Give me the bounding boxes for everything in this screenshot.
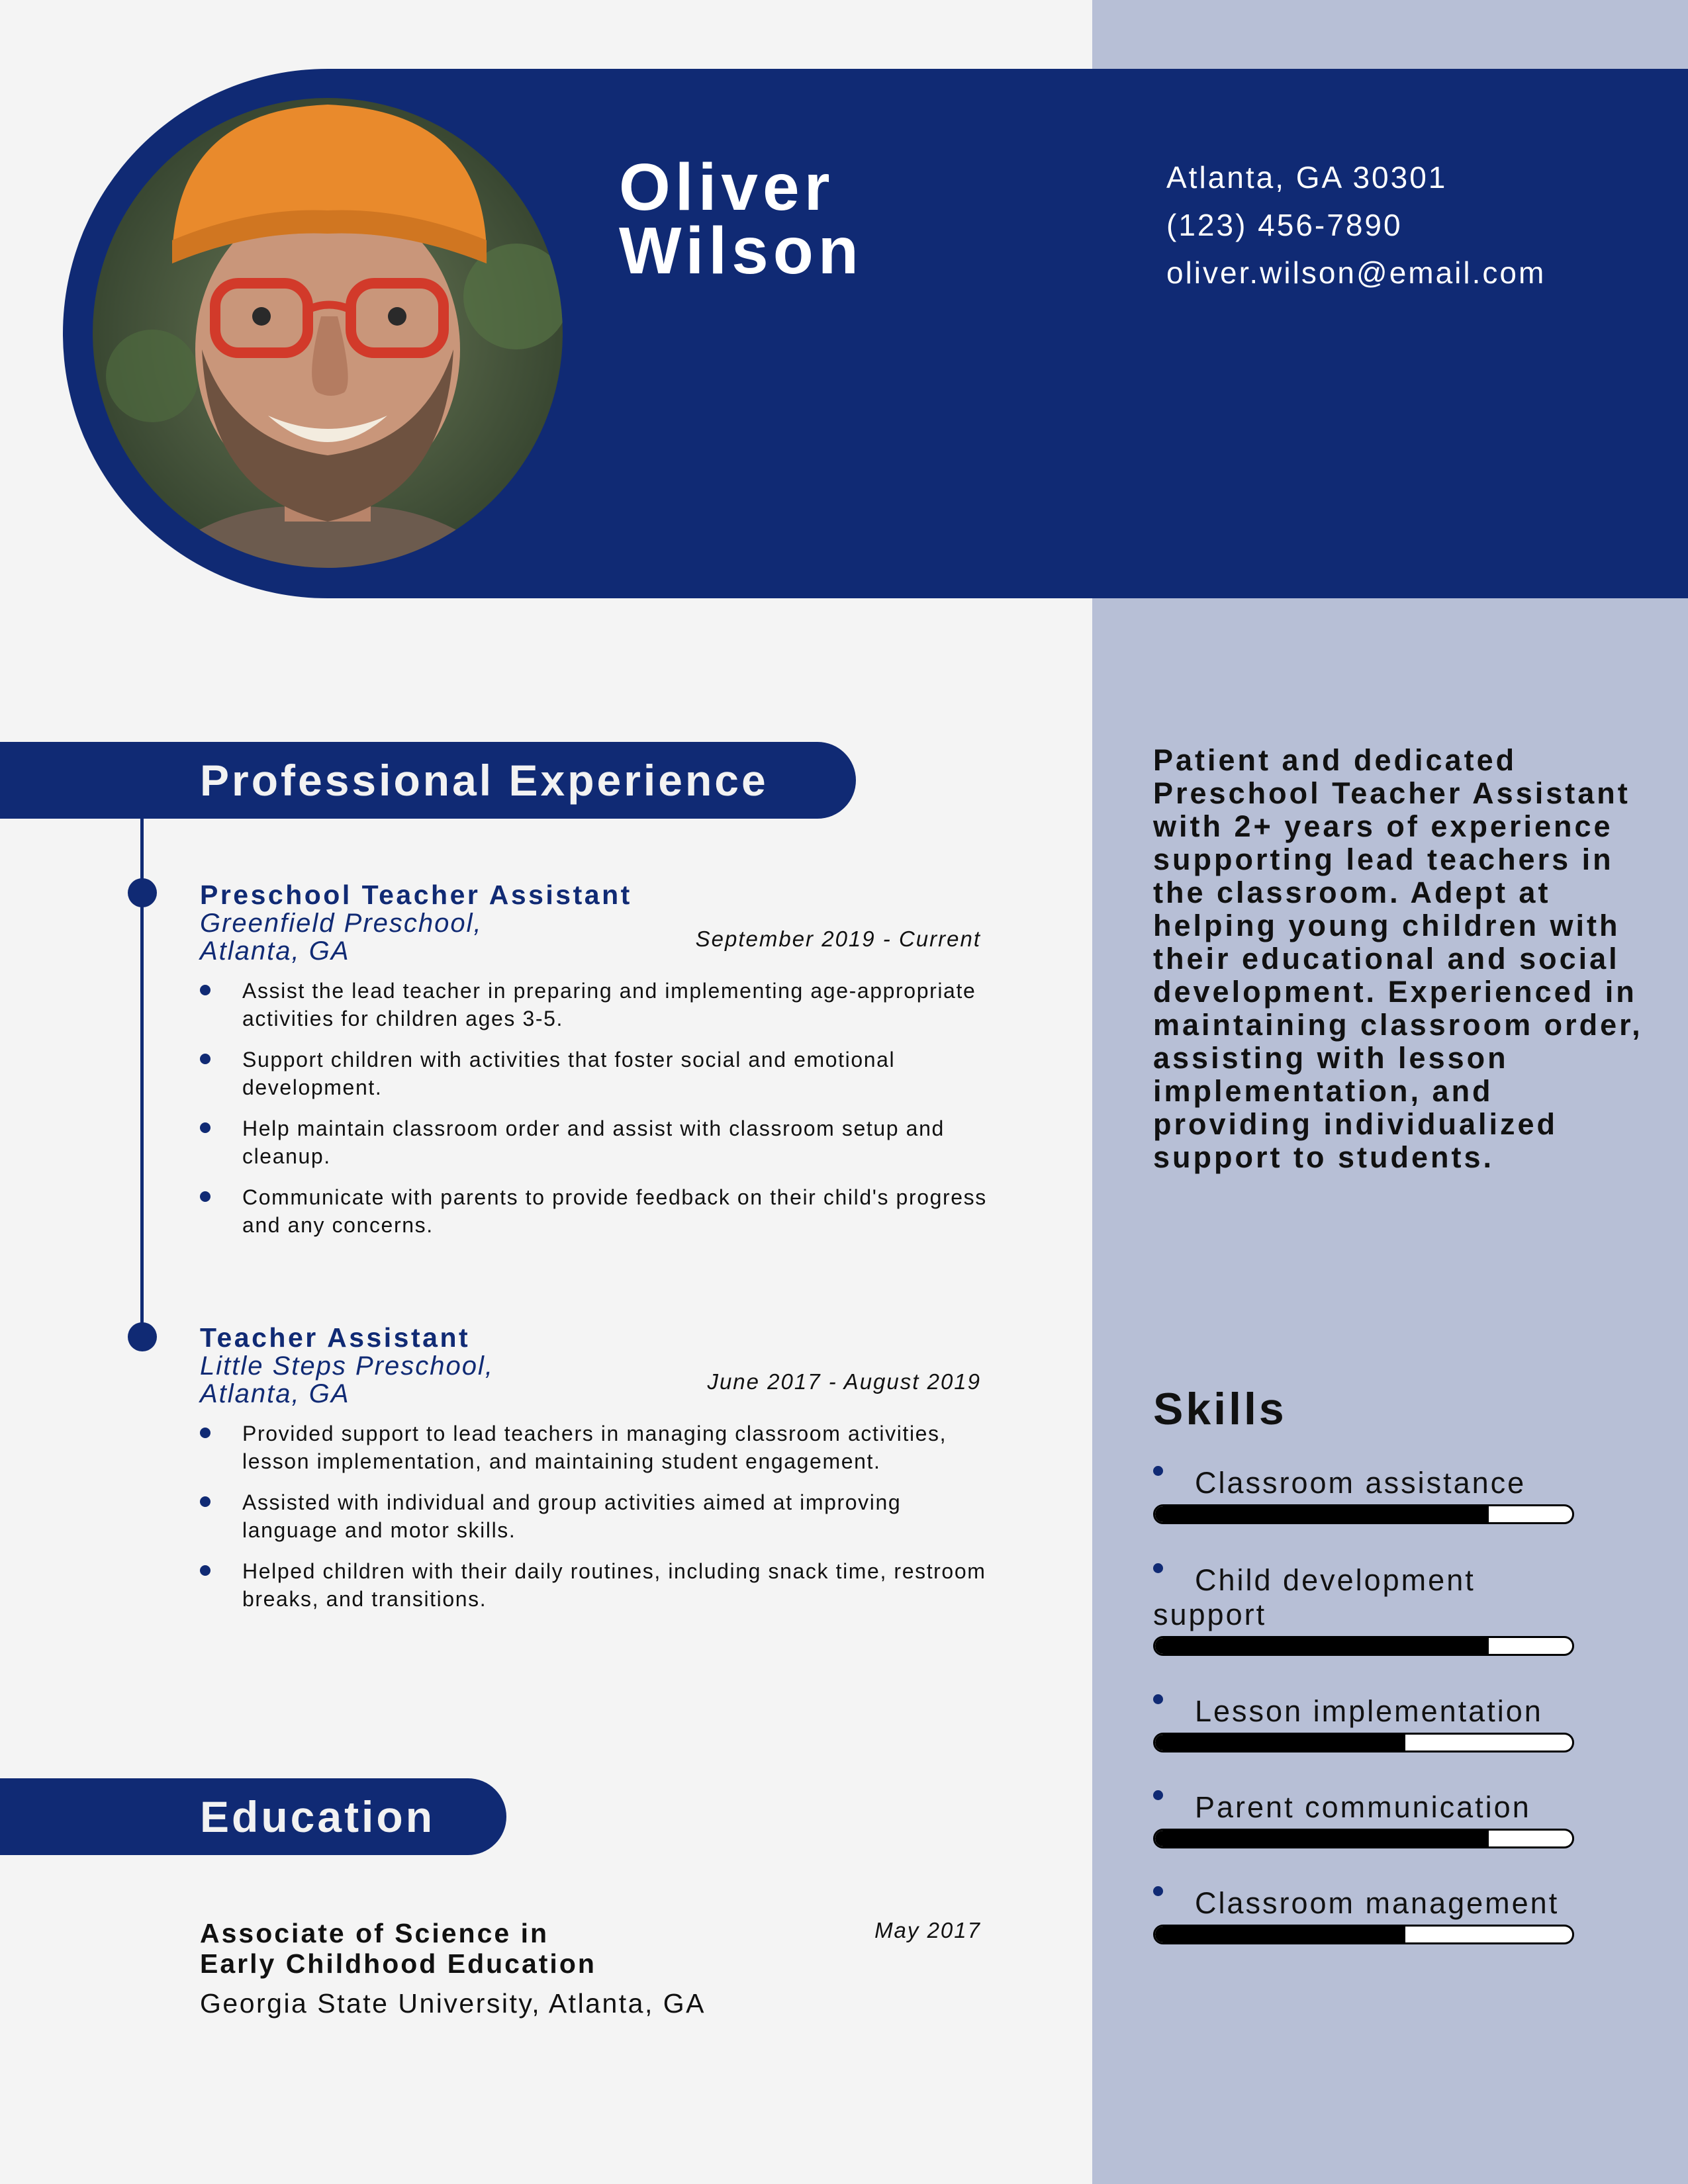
job-bullets: [200, 977, 987, 1239]
bullet-icon: [1153, 1886, 1163, 1896]
education-heading: Education: [200, 1792, 436, 1841]
list-item: Helped children with their daily routines, including snack time, restroom breaks, and transitions.: [200, 1557, 1004, 1613]
bullet-icon: [1153, 1694, 1163, 1704]
school-name: Georgia State University, Atlanta, GA: [200, 1988, 706, 2019]
last-name: Wilson: [619, 214, 863, 288]
skill-label: Parent communication: [1195, 1790, 1531, 1824]
skills-heading: Skills: [1153, 1384, 1287, 1434]
job-company: Greenfield Preschool,: [200, 909, 483, 938]
skill-level-fill: [1155, 1831, 1489, 1846]
job-location: Atlanta, GA: [200, 1379, 350, 1408]
skill-item: [1153, 1466, 1574, 1524]
degree-title: Associate of Science in Early Childhood Education: [200, 1918, 596, 1979]
first-name: Oliver: [619, 150, 835, 224]
skill-item: [1153, 1694, 1574, 1752]
job-entry: [200, 880, 987, 1252]
skill-level-fill: [1155, 1506, 1489, 1522]
education-heading-tab: [0, 1778, 506, 1855]
timeline-dot: [128, 1322, 157, 1351]
skill-item: [1153, 1563, 1574, 1656]
skill-level-bar: [1153, 1636, 1574, 1656]
skill-label: Lesson implementation: [1195, 1694, 1543, 1728]
skill-level-fill: [1155, 1735, 1405, 1751]
job-bullets: [200, 1420, 986, 1613]
experience-heading: Professional Experience: [200, 756, 769, 805]
education-entry: [200, 1918, 981, 2019]
job-dates: September 2019 - Current: [695, 927, 981, 951]
job-entry: [200, 1322, 986, 1626]
job-location: Atlanta, GA: [200, 936, 350, 966]
job-company: Little Steps Preschool,: [200, 1351, 494, 1381]
skill-item: [1153, 1790, 1574, 1848]
bullet-icon: [200, 985, 211, 995]
professional-summary: Patient and dedicated Preschool Teacher Assistant with 2+ years of experience supporting lead teachers in the classroom. Adept at helping young children with their educational and social development. Experienced in maintaining classroom order, assisting with lesson implementation, and providing individualized support to students.: [1153, 743, 1643, 1174]
skill-level-bar: [1153, 1733, 1574, 1752]
skill-level-fill: [1155, 1638, 1489, 1654]
skill-level-bar: [1153, 1504, 1574, 1524]
bullet-icon: [200, 1496, 211, 1507]
candidate-name: [619, 150, 1082, 288]
bullet-icon: [200, 1054, 211, 1064]
list-item: Provided support to lead teachers in managing classroom activities, lesson implementation, and maintaining student engagement.: [200, 1420, 1004, 1475]
timeline-dot: [128, 878, 157, 907]
skill-label: Classroom management: [1195, 1886, 1560, 1920]
job-dates: June 2017 - August 2019: [707, 1369, 981, 1394]
bullet-icon: [200, 1428, 211, 1438]
skill-level-bar: [1153, 1829, 1574, 1848]
profile-photo: [93, 98, 563, 568]
location-text: Atlanta, GA 30301: [1166, 160, 1448, 195]
contact-info: [1166, 154, 1669, 296]
skill-level-bar: [1153, 1925, 1574, 1944]
skill-level-fill: [1155, 1927, 1405, 1942]
phone-text: (123) 456-7890: [1166, 208, 1403, 242]
skill-label: Child development support: [1153, 1563, 1476, 1631]
bullet-icon: [1153, 1790, 1163, 1800]
bullet-icon: [1153, 1563, 1163, 1573]
list-item: Communicate with parents to provide feedback on their child's progress and any concerns.: [200, 1183, 1004, 1239]
list-item: Help maintain classroom order and assist with classroom setup and cleanup.: [200, 1115, 1004, 1170]
list-item: Assisted with individual and group activities aimed at improving language and motor skills.: [200, 1488, 1004, 1544]
bullet-icon: [200, 1191, 211, 1202]
list-item: Support children with activities that foster social and emotional development.: [200, 1046, 1004, 1101]
job-title: Teacher Assistant: [200, 1322, 471, 1353]
experience-heading-tab: [0, 742, 856, 819]
skill-item: [1153, 1886, 1574, 1944]
list-item: Assist the lead teacher in preparing and implementing age-appropriate activities for children ages 3-5.: [200, 977, 1004, 1032]
bullet-icon: [200, 1122, 211, 1133]
skill-label: Classroom assistance: [1195, 1466, 1526, 1500]
job-title: Preschool Teacher Assistant: [200, 880, 632, 910]
email-link[interactable]: oliver.wilson@email.com: [1166, 255, 1546, 290]
degree-date: May 2017: [874, 1918, 981, 1942]
bullet-icon: [1153, 1466, 1163, 1476]
bullet-icon: [200, 1565, 211, 1576]
